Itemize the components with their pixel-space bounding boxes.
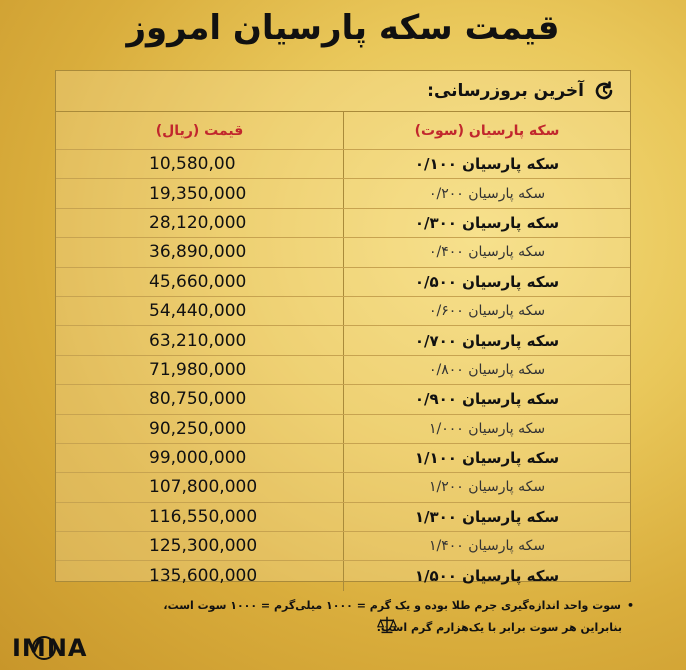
update-label: آخرین بروزرسانی: (427, 81, 584, 101)
price-cell: 99,000,000 (56, 444, 344, 472)
column-header-row (56, 112, 630, 150)
table-row (56, 297, 630, 326)
refresh-icon (592, 79, 616, 103)
svg-text:IMNA: IMNA (12, 634, 88, 662)
column-header-name: سکه پارسیان (سوت) (414, 122, 560, 139)
price-cell: 19,350,000 (56, 179, 344, 207)
coin-name-cell: سکه پارسیان ۱/۴۰۰ (428, 538, 546, 555)
imna-logo (8, 630, 98, 664)
price-table (55, 70, 631, 587)
coin-name-cell: سکه پارسیان ۱/۳۰۰ (414, 507, 560, 526)
table-row (56, 503, 630, 532)
table-row (56, 238, 630, 267)
price-cell: 71,980,000 (56, 356, 344, 384)
price-cell: 116,550,000 (56, 503, 344, 531)
coin-name-cell: سکه پارسیان ۰/۱۰۰ (414, 155, 560, 174)
table-row (56, 179, 630, 208)
table-row (56, 150, 630, 179)
table-row (56, 444, 630, 473)
coin-name-cell: سکه پارسیان ۰/۹۰۰ (414, 390, 560, 409)
price-cell: 125,300,000 (56, 532, 344, 560)
price-cell: 10,580,00 (56, 150, 344, 178)
column-header-price: قیمت (ریال) (56, 112, 344, 149)
footnote-text-1: سوت واحد اندازه‌گیری جرم طلا بوده و یک گرم = ۱۰۰۰ میلی‌گرم = ۱۰۰۰ سوت است، (163, 599, 621, 612)
scale-icon (376, 614, 398, 636)
price-cell: 80,750,000 (56, 385, 344, 413)
coin-name-cell: سکه پارسیان ۰/۶۰۰ (428, 303, 546, 320)
table-row (56, 415, 630, 444)
price-cell: 63,210,000 (56, 326, 344, 354)
coin-name-cell: سکه پارسیان ۱/۱۰۰ (414, 449, 560, 468)
price-cell: 90,250,000 (56, 415, 344, 443)
table-row (56, 356, 630, 385)
price-cell: 36,890,000 (56, 238, 344, 266)
footnote-line-1: •سوت واحد اندازه‌گیری جرم طلا بوده و یک گرم = ۱۰۰۰ میلی‌گرم = ۱۰۰۰ سوت است، (163, 599, 634, 612)
coin-name-cell: سکه پارسیان ۰/۵۰۰ (414, 272, 560, 291)
coin-name-cell: سکه پارسیان ۱/۰۰۰ (428, 420, 546, 437)
coin-name-cell: سکه پارسیان ۱/۲۰۰ (428, 479, 546, 496)
price-cell: 107,800,000 (56, 473, 344, 501)
table-row (56, 532, 630, 561)
coin-name-cell: سکه پارسیان ۰/۳۰۰ (414, 213, 560, 232)
coin-name-cell: سکه پارسیان ۰/۸۰۰ (428, 361, 546, 378)
table-header-update (56, 71, 630, 112)
price-cell: 135,600,000 (56, 561, 344, 590)
table-row (56, 473, 630, 502)
coin-name-cell: سکه پارسیان ۰/۷۰۰ (414, 331, 560, 350)
table-row (56, 209, 630, 238)
table-row (56, 326, 630, 355)
coin-name-cell: سکه پارسیان ۰/۴۰۰ (428, 244, 546, 261)
coin-name-cell: سکه پارسیان ۰/۲۰۰ (428, 185, 546, 202)
page-title: قیمت سکه پارسیان امروز (126, 8, 560, 48)
table-row (56, 268, 630, 297)
price-cell: 28,120,000 (56, 209, 344, 237)
price-cell: 45,660,000 (56, 268, 344, 296)
table-row (56, 385, 630, 414)
table-row (56, 561, 630, 590)
coin-name-cell: سکه پارسیان ۱/۵۰۰ (414, 567, 560, 586)
footnote-text-2: بنابراین هر سوت برابر با یک‌هزارم گرم است. (376, 621, 622, 634)
price-cell: 54,440,000 (56, 297, 344, 325)
